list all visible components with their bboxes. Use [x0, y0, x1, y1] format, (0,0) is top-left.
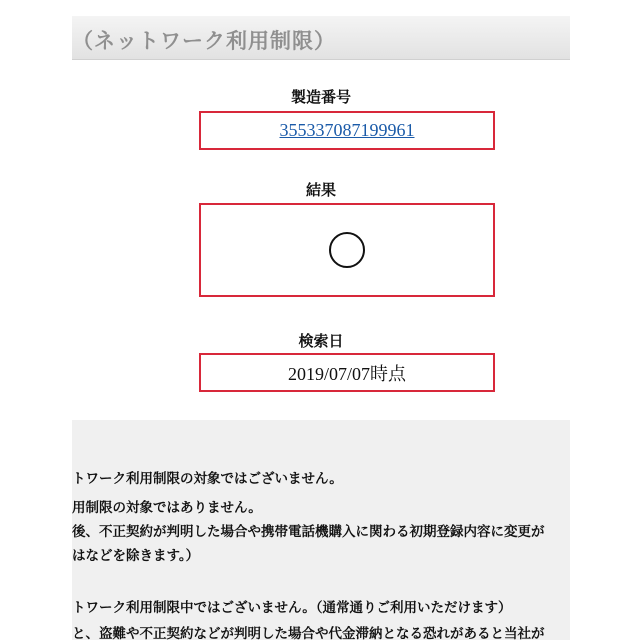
- section-header: [72, 16, 570, 60]
- note-line: トワーク利用制限の対象ではございません。: [72, 471, 343, 487]
- serial-number-box: [199, 111, 495, 150]
- note-line: トワーク利用制限中ではございません。（通常通りご利用いただけます）: [72, 600, 512, 616]
- result-box: [199, 203, 495, 297]
- note-line: 後、不正契約が判明した場合や携帯電話機購入に関わる初期登録内容に変更が: [72, 524, 545, 540]
- section-title: （ネットワーク利用制限）: [72, 29, 336, 53]
- result-panel: [72, 60, 570, 420]
- serial-number-label: 製造番号: [290, 88, 351, 106]
- search-date-label: 検索日: [298, 332, 344, 350]
- search-date-value: 2019/07/07時点: [287, 363, 406, 384]
- search-date-box: [199, 353, 495, 392]
- note-line: と、盗難や不正契約などが判明した場合や代金滞納となる恐れがあると当社が: [72, 626, 545, 640]
- result-label: 結果: [305, 181, 336, 199]
- notes-panel: [72, 420, 570, 640]
- note-line: はなどを除きます。）: [72, 548, 200, 564]
- circle-result-icon: [329, 232, 365, 268]
- serial-number-link[interactable]: 355337087199961: [279, 120, 415, 140]
- note-line: 用制限の対象ではありません。: [72, 500, 262, 516]
